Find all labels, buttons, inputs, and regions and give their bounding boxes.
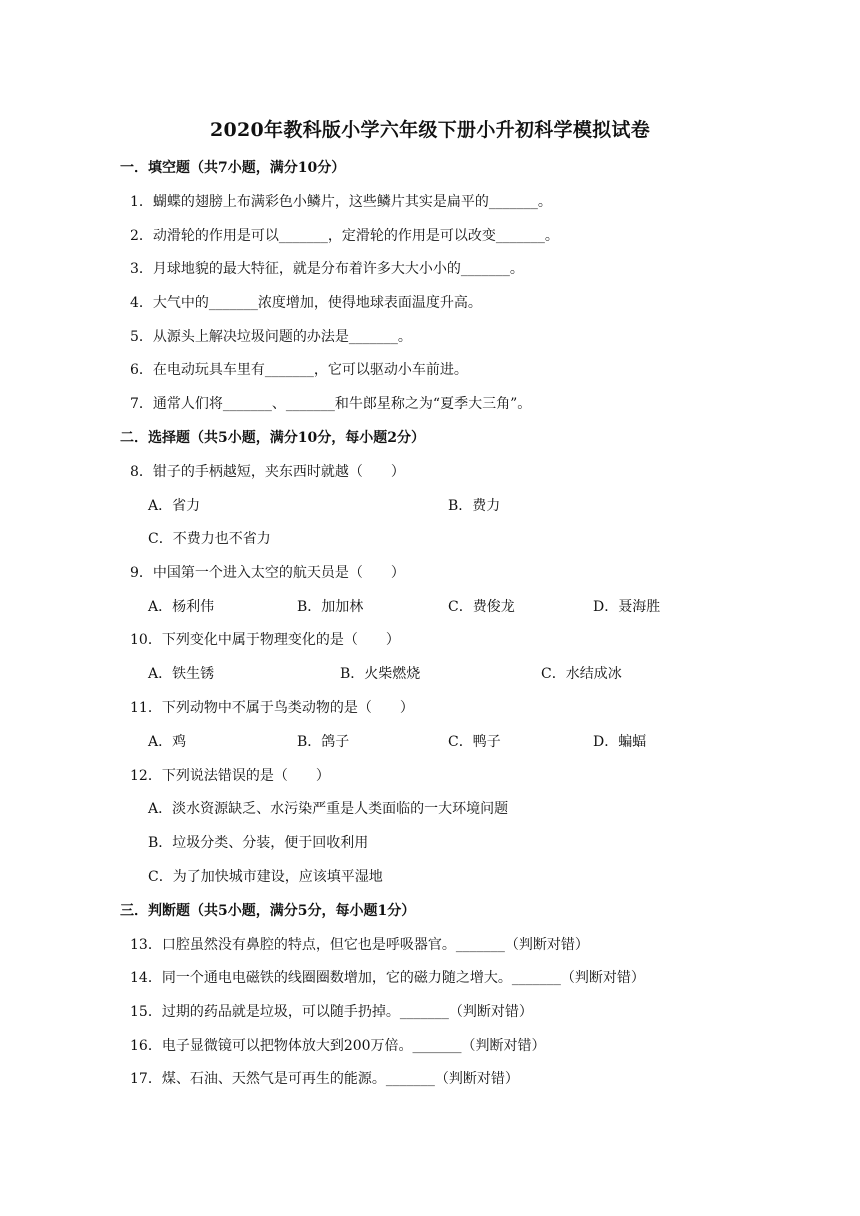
section-heading-choice: 二．选择题（共5小题，满分10分，每小题2分） [120, 430, 425, 446]
q12-option-c: C．为了加快城市建设，应该填平湿地 [148, 869, 383, 885]
section-heading-judge: 三．判断题（共5小题，满分5分，每小题1分） [120, 903, 416, 919]
section-heading-fill: 一．填空题（共7小题，满分10分） [120, 160, 346, 176]
question-12: 12．下列说法错误的是（ ） [130, 768, 330, 784]
question-3: 3．月球地貌的最大特征，就是分布着许多大大小小的_______。 [130, 261, 524, 277]
q10-option-c: C．水结成冰 [541, 666, 622, 682]
page-title: 2020年教科版小学六年级下册小升初科学模拟试卷 [209, 119, 651, 141]
question-14: 14．同一个通电电磁铁的线圈圈数增加，它的磁力随之增大。_______（判断对错） [130, 970, 645, 986]
q9-option-b: B．加加林 [297, 599, 364, 615]
q9-option-c: C．费俊龙 [448, 599, 515, 615]
question-16: 16．电子显微镜可以把物体放大到200万倍。_______（判断对错） [130, 1038, 546, 1054]
q11-option-d: D．蝙蝠 [593, 734, 647, 750]
q9-option-a: A．杨利伟 [148, 599, 215, 615]
q12-option-a: A．淡水资源缺乏、水污染严重是人类面临的一大环境问题 [148, 801, 509, 817]
question-7: 7．通常人们将_______、_______和牛郎星称之为“夏季大三角”。 [130, 396, 532, 412]
question-10: 10．下列变化中属于物理变化的是（ ） [130, 632, 400, 648]
question-15: 15．过期的药品就是垃圾，可以随手扔掉。_______（判断对错） [130, 1004, 533, 1020]
question-1: 1．蝴蝶的翅膀上布满彩色小鳞片，这些鳞片其实是扁平的_______。 [130, 194, 552, 210]
q12-option-b: B．垃圾分类、分装，便于回收利用 [148, 835, 369, 851]
question-2: 2．动滑轮的作用是可以_______，定滑轮的作用是可以改变_______。 [130, 228, 559, 244]
question-9: 9．中国第一个进入太空的航天员是（ ） [130, 565, 405, 581]
q9-option-d: D．聂海胜 [593, 599, 661, 615]
q8-option-b: B．费力 [448, 498, 501, 514]
q8-option-a: A．省力 [148, 498, 201, 514]
question-11: 11．下列动物中不属于鸟类动物的是（ ） [130, 700, 414, 716]
question-6: 6．在电动玩具车里有_______，它可以驱动小车前进。 [130, 362, 468, 378]
q11-option-b: B．鸽子 [297, 734, 350, 750]
q11-option-c: C．鸭子 [448, 734, 501, 750]
q8-option-c: C．不费力也不省力 [148, 531, 271, 547]
q10-option-a: A．铁生锈 [148, 666, 215, 682]
question-4: 4．大气中的_______浓度增加，使得地球表面温度升高。 [130, 295, 482, 311]
question-17: 17．煤、石油、天然气是可再生的能源。_______（判断对错） [130, 1071, 519, 1087]
question-5: 5．从源头上解决垃圾问题的办法是_______。 [130, 329, 412, 345]
q10-option-b: B．火柴燃烧 [340, 666, 421, 682]
q11-option-a: A．鸡 [148, 734, 187, 750]
question-8: 8．钳子的手柄越短，夹东西时就越（ ） [130, 464, 405, 480]
question-13: 13．口腔虽然没有鼻腔的特点，但它也是呼吸器官。_______（判断对错） [130, 937, 589, 953]
